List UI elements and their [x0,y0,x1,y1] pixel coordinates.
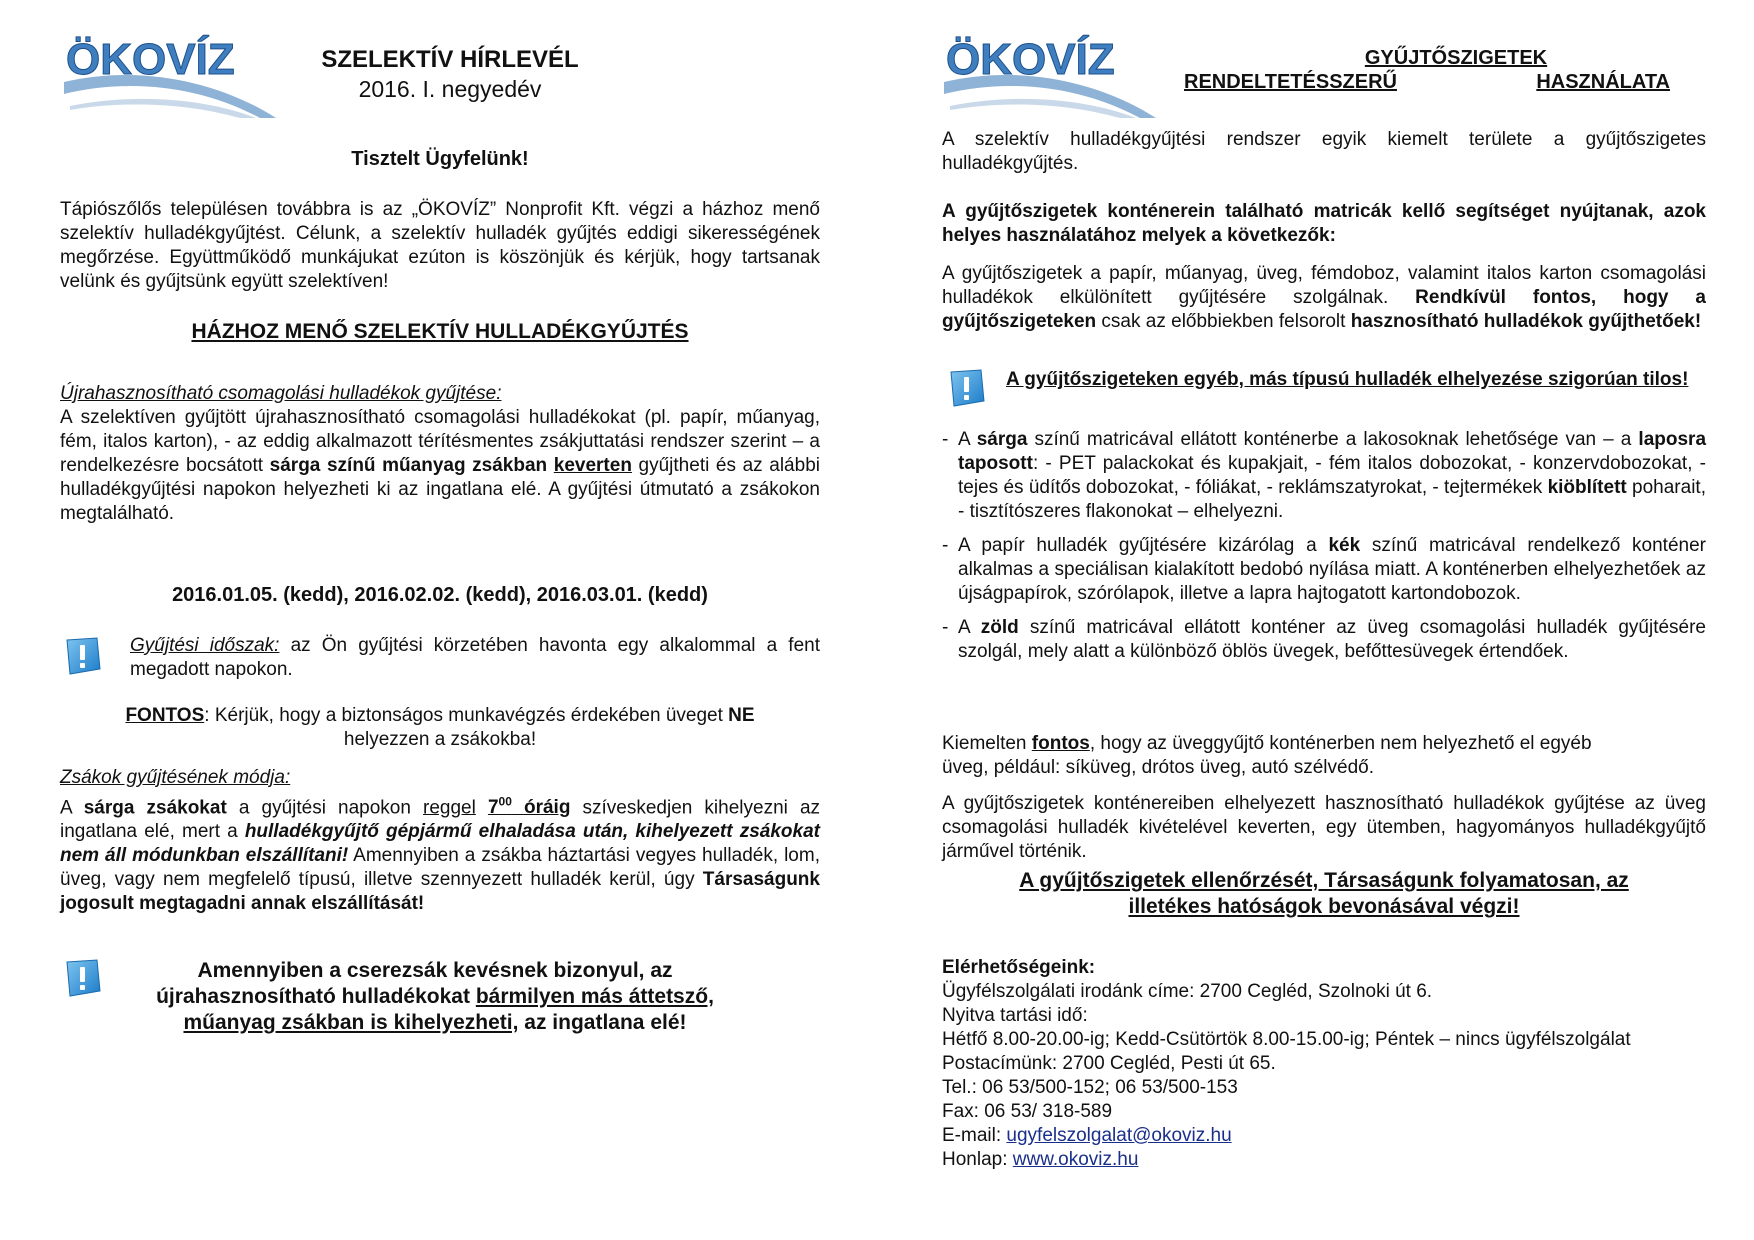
email-line: E-mail: ugyfelszolgalat@okoviz.hu [942,1125,1232,1146]
contact-line: Hétfő 8.00-20.00-ig; Kedd-Csütörtök 8.00-15.00-ig; Péntek – nincs ügyfélszolgálat [942,1029,1631,1050]
replacement-bag-notice: Amennyiben a cserezsák kevésnek bizonyul, az újrahasznosítható hulladékokat bármilyen más áttetsző, műanyag zsákban is kihelyezheti, az ingatlana elé! [156,959,714,1034]
collection-period: Gyűjtési időszak: az Ön gyűjtési körzetében havonta egy alkalommal a fent megadott napokon. [130,635,820,680]
newsletter-header [320,46,580,104]
intro-paragraph: Tápiószőlős településen továbbra is az „ÖKOVÍZ” Nonprofit Kft. végzi a házhoz menő szelektív hulladékgyűjtést. Célunk, a szelektív hulladék gyűjtés eddigi sikerességének megőrzése. Együttműködő munkájukat ezúton is köszönjük és kérjük, hogy tartsanak velünk és gyűjtsünk együtt szelektíven! [60,199,820,292]
contact-line: Fax: 06 53/ 318-589 [942,1101,1113,1122]
collection-paragraph: A szelektíven gyűjtött újrahasznosítható csomagolási hulladékokat (pl. papír, műanyag, fém, italos karton), - az eddig alkalmazott térítésmentes zsákjuttatási rendszer szerint – a rendelkezésre bocsátott sárga színű műanyag zsákban keverten gyűjtheti és az alábbi hulladékgyűjtési napokon helyezheti ki az ingatlana elé. A gyűjtési útmutató a zsákokon megtalálható. [60,407,820,524]
intro-paragraph: A szelektív hulladékgyűjtési rendszer egyik kiemelt területe a gyűjtőszigetes hulladékgyűjtés. [942,129,1706,174]
glass-paragraph: Kiemelten fontos, hogy az üveggyűjtő konténerben nem helyezhető el egyéb üveg, például: síküveg, drótos üveg, autó szélvédő. [942,733,1592,778]
prohibited-warning: A gyűjtőszigeteken egyéb, más típusú hulladék elhelyezése szigorúan tilos! [1006,369,1689,390]
okoviz-logo [940,24,1162,118]
list-item: - A zöld színű matricával ellátott konténer az üveg csomagolási hulladék gyűjtésére szolgál, mely alatt a különböző öblös üvegek, befőttesüvegek értendőek. [942,616,1706,664]
contact-line: Postacímünk: 2700 Cegléd, Pesti út 65. [942,1053,1276,1074]
contact-line: Ügyfélszolgálati irodánk címe: 2700 Cegléd, Szolnoki út 6. [942,981,1433,1002]
subsection-title: Újrahasznosítható csomagolási hulladékok gyűjtése: [60,383,502,404]
contact-line: Tel.: 06 53/500-152; 06 53/500-153 [942,1077,1238,1098]
closing-statement: A gyűjtőszigetek ellenőrzését, Társaságunk folyamatosan, az illetékes hatóságok bevonásával végzi! [1019,869,1629,918]
logo-text: ÖKOVÍZ [66,35,235,84]
container-list [942,428,1706,674]
left-page [60,0,820,1240]
contacts-title: Elérhetőségeink: [942,957,1096,978]
method-title: Zsákok gyűjtésének módja: [60,767,291,788]
logo-text: ÖKOVÍZ [946,35,1115,84]
transport-paragraph: A gyűjtőszigetek konténereiben elhelyezett hasznosítható hulladékok gyűjtése az üveg csomagolási hulladék kivételével keverten, egy ütemben, hagyományos hulladékgyűjtő járművel történik. [942,793,1706,862]
section-title: HÁZHOZ MENŐ SZELEKTÍV HULLADÉKGYŰJTÉS [191,320,689,343]
page-subtitle: 2016. I. negyedév [358,76,542,102]
stickers-paragraph: A gyűjtőszigetek konténerein található matricák kellő segítséget nyújtanak, azok helyes használatához melyek a következők: [942,201,1706,246]
email-link[interactable]: ugyfelszolgalat@okoviz.hu [1006,1125,1232,1146]
list-item: - A papír hulladék gyűjtésére kizárólag a kék színű matricával rendelkező konténer alkalmas a speciálisan kialakított bedobó nyílása miatt. A konténerben elhelyezhetőek az újságpapírok, szórólapok, illetve a lapra hajtogatott kartondobozok. [942,534,1706,606]
list-item: - A sárga színű matricával ellátott konténerbe a lakosoknak lehetősége van – a laposra taposott: - PET palackokat és kupakjait, - fém italos dobozokat, - konzervdobozokat, - tejes és üdítős dobozokat, - fóliákat, - reklámszatyrokat, - tejtermékek kiöblített poharait, - tisztítószeres flakonokat – elhelyezni. [942,428,1706,524]
right-page [942,0,1706,1240]
important-note: FONTOS: Kérjük, hogy a biztonságos munkavégzés érdekében üveget NE helyezzen a zsákokba! [125,705,755,750]
page-title: GYŰJTŐSZIGETEK RENDELTETÉSSZERŰ HASZNÁLATA [1184,47,1670,93]
website-line: Honlap: www.okoviz.hu [942,1149,1139,1170]
info-icon [62,636,102,676]
greeting: Tisztelt Ügyfelünk! [351,148,529,170]
website-link[interactable]: www.okoviz.hu [1012,1149,1139,1170]
contact-line: Nyitva tartási idő: [942,1005,1088,1026]
contacts-block [942,956,1706,1172]
okoviz-logo [60,24,282,118]
collection-dates: 2016.01.05. (kedd), 2016.02.02. (kedd), 2016.03.01. (kedd) [172,584,708,606]
info-icon [946,368,986,408]
islands-paragraph: A gyűjtőszigetek a papír, műanyag, üveg, fémdoboz, valamint italos karton csomagolási hulladékok elkülönített gyűjtésére szolgálnak. Rendkívül fontos, hogy a gyűjtőszigeteken csak az előbbiekben felsorolt hasznosítható hulladékok gyűjthetőek! [942,263,1706,332]
page-title: SZELEKTÍV HÍRLEVÉL [321,46,579,73]
info-icon [62,958,102,998]
method-paragraph: A sárga zsákokat a gyűjtési napokon reggel $7^{00}$ óráig szíveskedjen kihelyezni az ingatlana elé, mert a hulladékgyűjtő gépjármű elhaladása után, kihelyezett zsákokat nem áll módunkban elszállítani! Amennyiben a zsákba háztartási vegyes hulladék, lom, üveg, vagy nem megfelelő típusú, illetve szennyezett hulladék kerül, úgy Társaságunk jogosult megtagadni annak elszállítását! [60,795,821,915]
